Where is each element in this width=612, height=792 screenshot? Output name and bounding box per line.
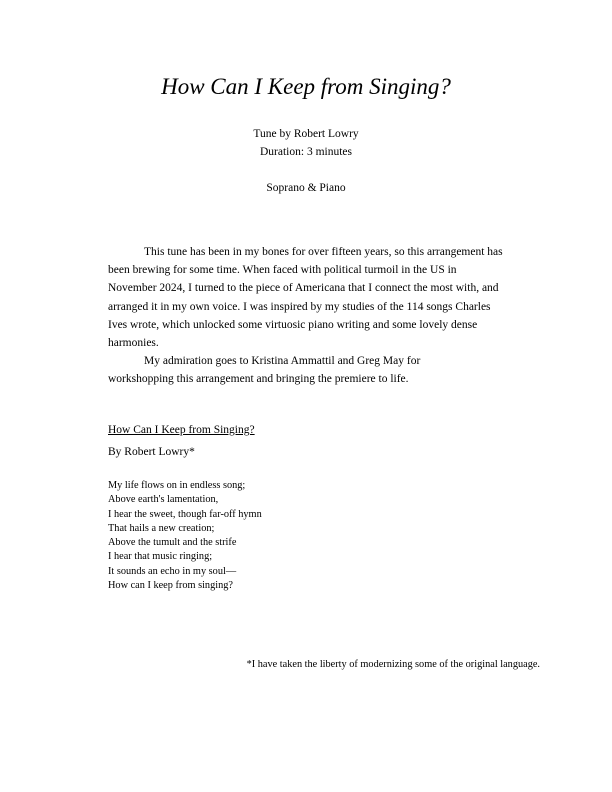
poem-title: How Can I Keep from Singing? [108,424,255,436]
poem-line: My life flows on in endless song; [108,480,246,491]
page-title: How Can I Keep from Singing? [161,74,451,99]
instrumentation-text: Soprano & Piano [266,182,346,194]
program-note-paragraph-1: This tune has been in my bones for over fifteen years, so this arrangement has been brewing for some time. When faced with political turmoil in the US in November 2024, I turned to the piece of Americana that I connect the most with, and arranged it in my own voice. I was inspired by my studies of the 114 songs Charles Ives wrote, which unlocked some virtuosic piano writing and some lovely dense harmonies. [108,246,503,350]
poem-line: Above the tumult and the strife [108,537,237,549]
program-note [108,243,504,389]
poem-line: That hails a new creation; [108,522,215,534]
poem-line: Above earth's lamentation, [108,494,219,506]
duration-text: Duration: 3 minutes [260,146,352,158]
footnote: *I have taken the liberty of modernizing some of the original language. [246,659,540,670]
poem-text [108,479,262,593]
poem-line: I hear that music ringing; [108,551,213,563]
poem-author: By Robert Lowry* [108,446,195,458]
poem-line: I hear the sweet, though far-off hymn [108,508,262,520]
program-note-paragraph-2: My admiration goes to Kristina Ammattil and Greg May for workshopping this arrangement and bringing the premiere to life. [108,355,421,386]
tune-credit: Tune by Robert Lowry [253,128,359,140]
poem-line: How can I keep from singing? [108,580,233,592]
poem-line: It sounds an echo in my soul— [108,565,237,577]
